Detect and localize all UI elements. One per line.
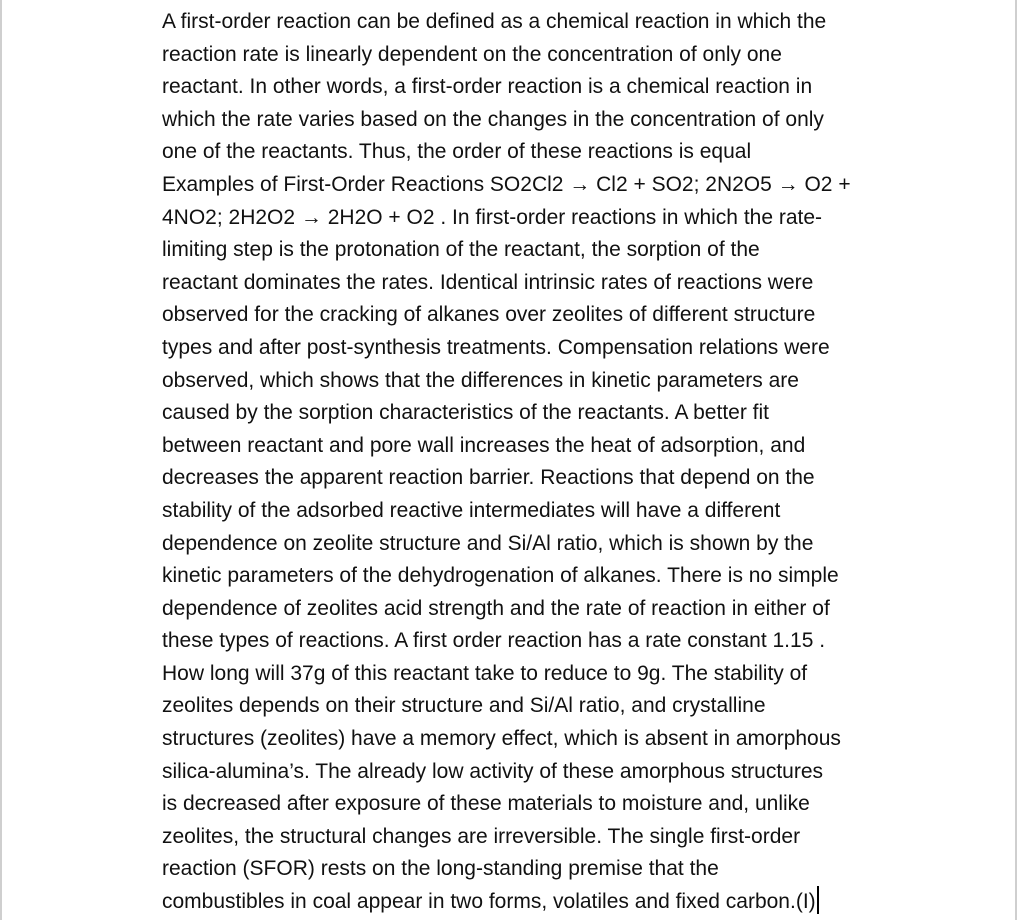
text-cursor xyxy=(817,886,819,914)
text-line-26: zeolites, the structural changes are irreversible. The single first-order xyxy=(162,824,801,848)
text-line-22: zeolites depends on their structure and Si/Al ratio, and crystalline xyxy=(162,694,766,718)
text-line-24: silica-alumina’s. The already low activity of these amorphous structures xyxy=(162,759,824,783)
text-line-23: structures (zeolites) have a memory effect, which is absent in amorphous xyxy=(162,727,841,751)
text-line-11: types and after post-synthesis treatments. Compensation relations were xyxy=(162,335,830,359)
text-line-13: caused by the sorption characteristics of the reactants. A better fit xyxy=(162,401,769,425)
text-line-15: decreases the apparent reaction barrier. Reactions that depend on the xyxy=(162,466,815,490)
text-line-28: combustibles in coal appear in two forms, volatiles and fixed carbon.(I) xyxy=(162,890,816,914)
text-line-20: these types of reactions. A first order reaction has a rate constant 1.15 . xyxy=(162,629,826,653)
text-line-12: observed, which shows that the differences in kinetic parameters are xyxy=(162,368,799,392)
text-line-10: observed for the cracking of alkanes over zeolites of different structure xyxy=(162,303,816,327)
text-line-28-wrapper xyxy=(162,886,907,919)
text-line-1: A first-order reaction can be defined as a chemical reaction in which the xyxy=(162,10,827,33)
text-line-21: How long will 37g of this reactant take to reduce to 9g. The stability of xyxy=(162,661,808,685)
text-line-7: 4NO2; 2H2O2 → 2H2O + O2 . In first-order reactions in which the rate- xyxy=(162,205,823,229)
text-line-25: is decreased after exposure of these materials to moisture and, unlike xyxy=(162,792,810,816)
text-line-5: one of the reactants. Thus, the order of these reactions is equal xyxy=(162,140,752,164)
text-line-8: limiting step is the protonation of the reactant, the sorption of the xyxy=(162,238,760,262)
text-line-6: Examples of First-Order Reactions SO2Cl2 → Cl2 + SO2; 2N2O5 → O2 + xyxy=(162,172,851,196)
text-line-27: reaction (SFOR) rests on the long-standing premise that the xyxy=(162,857,719,881)
text-line-19: dependence of zeolites acid strength and the rate of reaction in either of xyxy=(162,596,830,620)
document-body[interactable] xyxy=(162,6,907,919)
text-line-9: reactant dominates the rates. Identical intrinsic rates of reactions were xyxy=(162,270,814,294)
text-line-16: stability of the adsorbed reactive intermediates will have a different xyxy=(162,498,781,522)
text-line-4: which the rate varies based on the changes in the concentration of only xyxy=(162,107,824,131)
text-line-14: between reactant and pore wall increases the heat of adsorption, and xyxy=(162,433,806,457)
text-line-17: dependence on zeolite structure and Si/Al ratio, which is shown by the xyxy=(162,531,814,555)
text-line-2: reaction rate is linearly dependent on the concentration of only one xyxy=(162,42,782,66)
text-line-3: reactant. In other words, a first-order reaction is a chemical reaction in xyxy=(162,75,813,99)
text-line-18: kinetic parameters of the dehydrogenation of alkanes. There is no simple xyxy=(162,564,839,588)
